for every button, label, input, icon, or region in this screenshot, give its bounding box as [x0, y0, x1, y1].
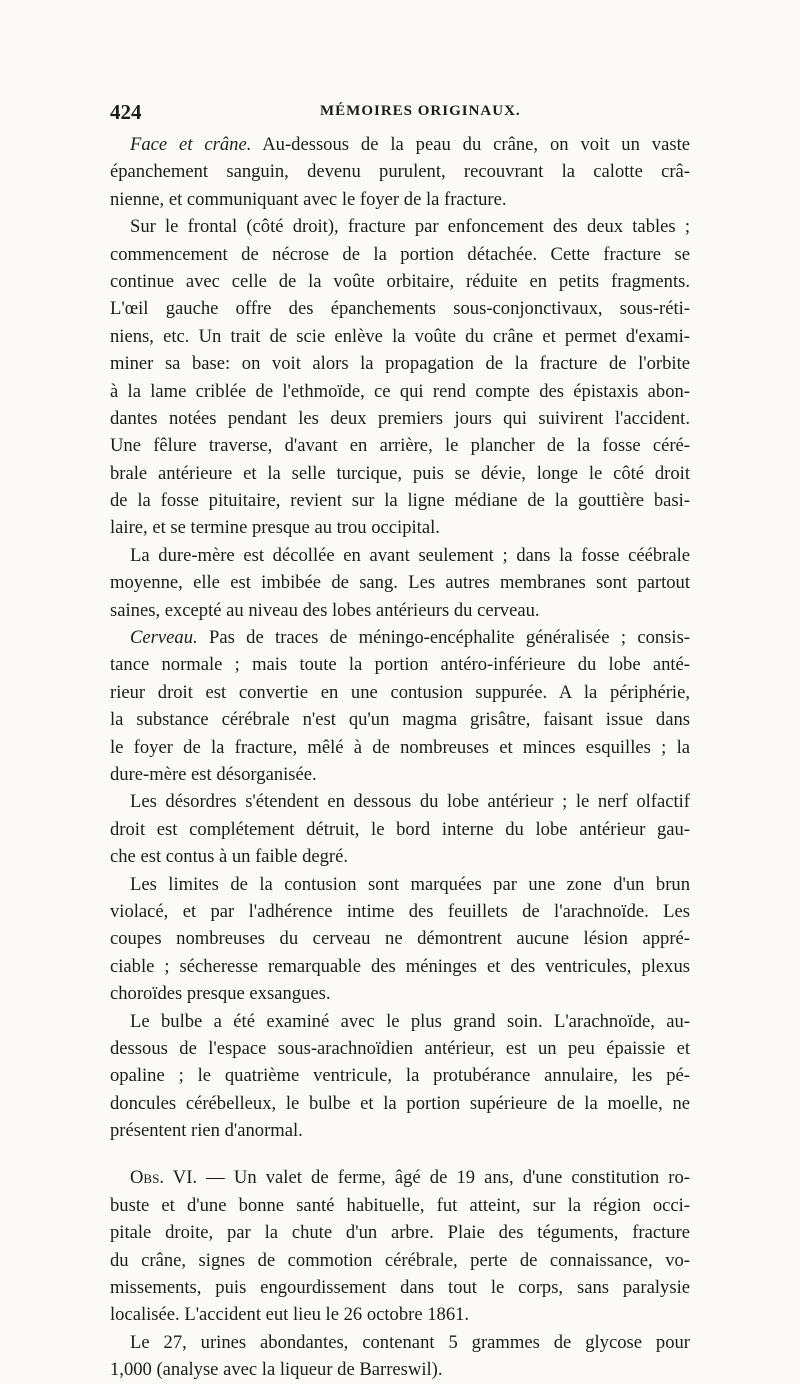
text-line — [110, 1117, 690, 1144]
line-text: localisée. L'accident eut lieu le 26 octobre 1861. — [110, 1304, 470, 1326]
line-text: buste et d'une bonne santé habituelle, fut atteint, sur la région occi- — [110, 1194, 690, 1216]
text-line — [110, 186, 690, 213]
line-text: droit est complétement détruit, le bord interne du lobe antérieur gau- — [110, 818, 690, 840]
text-line — [110, 569, 690, 596]
line-text: Les limites de la contusion sont marquées par une zone d'un brun — [130, 873, 690, 895]
running-head: MÉMOIRES ORIGINAUX. — [320, 103, 521, 119]
line-text: ciable ; sécheresse remarquable des méninges et des ventricules, plexus — [110, 955, 690, 977]
text-line — [110, 953, 690, 980]
text-line — [110, 131, 690, 158]
text-line — [110, 898, 690, 925]
line-text: Le bulbe a été examiné avec le plus grand soin. L'arachnoïde, au- — [130, 1010, 690, 1032]
line-text: 1,000 (analyse avec la liqueur de Barreswil). — [110, 1359, 443, 1381]
line-text: présentent rien d'anormal. — [110, 1120, 303, 1142]
line-text: nienne, et communiquant avec le foyer de la fracture. — [110, 188, 507, 210]
line-text: pitale droite, par la chute d'un arbre. Plaie des téguments, fracture — [110, 1222, 690, 1244]
section-gap — [110, 1144, 690, 1164]
line-text: che est contus à un faible degré. — [110, 846, 349, 868]
line-text: le foyer de la fracture, mêlé à de nombreuses et minces esquilles ; la — [110, 736, 690, 758]
text-line — [110, 1301, 690, 1328]
line-text: miner sa base: on voit alors la propagation de la fracture de l'orbite — [110, 353, 690, 375]
text-line — [110, 706, 690, 733]
text-line — [110, 1329, 690, 1356]
line-text: violacé, et par l'adhérence intime des feuillets de l'arachnoïde. Les — [110, 900, 690, 922]
text-line — [110, 1008, 690, 1035]
text-line — [110, 323, 690, 350]
text-line — [110, 158, 690, 185]
text-line — [110, 597, 690, 624]
line-text: rieur droit est convertie en une contusion suppurée. A la périphérie, — [110, 681, 690, 703]
text-line — [110, 734, 690, 761]
line-text: missements, puis engourdissement dans tout le corps, sans paralysie — [110, 1277, 690, 1299]
text-line — [110, 295, 690, 322]
line-text: continue avec celle de la voûte orbitaire, réduite en petits fragments. — [110, 270, 690, 292]
line-lead: Obs. VI. — [130, 1167, 198, 1189]
text-line — [110, 1062, 690, 1089]
line-text: Le 27, urines abondantes, contenant 5 grammes de glycose pour — [130, 1331, 690, 1353]
text-line — [110, 1356, 690, 1383]
body-text — [110, 131, 690, 1384]
line-text: tance normale ; mais toute la portion antéro-inférieure du lobe anté- — [110, 654, 690, 676]
text-line — [110, 514, 690, 541]
line-text: épanchement sanguin, devenu purulent, recouvrant la calotte crâ- — [110, 161, 690, 183]
text-line — [110, 624, 690, 651]
text-line — [110, 980, 690, 1007]
line-text: dessous de l'espace sous-arachnoïdien antérieur, est un peu épaissie et — [110, 1037, 690, 1059]
line-text: dure-mère est désorganisée. — [110, 763, 317, 785]
line-text: coupes nombreuses du cerveau ne démontrent aucune lésion appré- — [110, 928, 690, 950]
text-line — [110, 925, 690, 952]
line-text: opaline ; le quatrième ventricule, la protubérance annulaire, les pé- — [110, 1065, 690, 1087]
text-line — [110, 679, 690, 706]
line-text: Sur le frontal (côté droit), fracture par enfoncement des deux tables ; — [130, 216, 690, 238]
text-line — [110, 816, 690, 843]
line-lead: Cerveau. — [130, 627, 198, 649]
text-line — [110, 788, 690, 815]
text-line — [110, 843, 690, 870]
text-line — [110, 268, 690, 295]
line-text: laire, et se termine presque au trou occipital. — [110, 517, 440, 539]
line-text: brale antérieure et la selle turcique, puis se dévie, longe le côté droit — [110, 462, 690, 484]
line-text: Une fêlure traverse, d'avant en arrière, le plancher de la fosse céré- — [110, 435, 690, 457]
text-line — [110, 487, 690, 514]
text-line — [110, 1090, 690, 1117]
line-text: de la fosse pituitaire, revient sur la ligne médiane de la gouttière basi- — [110, 490, 690, 512]
line-text: Pas de traces de méningo-encéphalite généralisée ; consis- — [197, 627, 690, 649]
line-text: moyenne, elle est imbibée de sang. Les autres membranes sont partout — [110, 572, 690, 594]
text-line — [110, 1164, 690, 1191]
text-line — [110, 460, 690, 487]
line-text: la substance cérébrale n'est qu'un magma grisâtre, faisant issue dans — [110, 709, 690, 731]
text-line — [110, 405, 690, 432]
line-text: saines, excepté au niveau des lobes antérieurs du cerveau. — [110, 599, 540, 621]
text-line — [110, 542, 690, 569]
line-text: commencement de nécrose de la portion détachée. Cette fracture se — [110, 243, 690, 265]
line-text: doncules cérébelleux, le bulbe et la portion supérieure de la moelle, ne — [110, 1092, 690, 1114]
text-line — [110, 350, 690, 377]
line-text: Les désordres s'étendent en dessous du lobe antérieur ; le nerf olfactif — [130, 791, 690, 813]
text-line — [110, 1219, 690, 1246]
text-line — [110, 213, 690, 240]
text-line — [110, 1247, 690, 1274]
text-line — [110, 871, 690, 898]
text-line — [110, 432, 690, 459]
line-text: dantes notées pendant les deux premiers jours qui suivirent l'accident. — [110, 407, 690, 429]
line-text: La dure-mère est décollée en avant seulement ; dans la fosse céébrale — [130, 544, 690, 566]
text-line — [110, 1192, 690, 1219]
line-text: à la lame criblée de l'ethmoïde, ce qui rend compte des épistaxis abon- — [110, 380, 690, 402]
page-number: 424 — [110, 100, 142, 124]
line-lead: Face et crâne. — [130, 134, 252, 155]
text-line — [110, 241, 690, 268]
text-line — [110, 1035, 690, 1062]
line-text: choroïdes presque exsangues. — [110, 983, 331, 1005]
line-text: L'œil gauche offre des épanchements sous-conjonctivaux, sous-réti- — [110, 298, 690, 320]
text-line — [110, 761, 690, 788]
text-line — [110, 1274, 690, 1301]
line-text: du crâne, signes de commotion cérébrale, perte de connaissance, vo- — [110, 1249, 690, 1271]
text-line — [110, 378, 690, 405]
line-text: — Un valet de ferme, âgé de 19 ans, d'une constitution ro- — [197, 1167, 690, 1189]
line-text: niens, etc. Un trait de scie enlève la voûte du crâne et permet d'exami- — [110, 325, 690, 347]
page-header — [110, 100, 690, 126]
text-line — [110, 651, 690, 678]
line-text: Au-dessous de la peau du crâne, on voit un vaste — [251, 134, 690, 155]
